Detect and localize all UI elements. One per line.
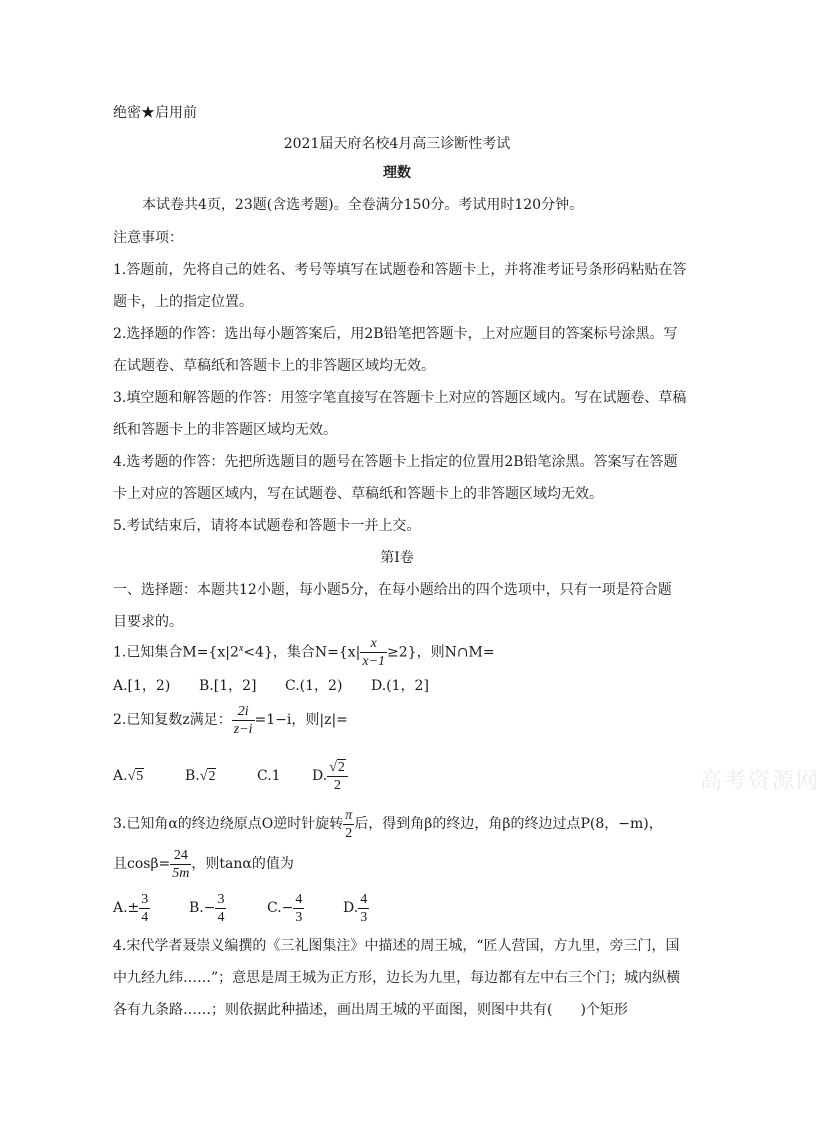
q3-fraction-denominator: 2 [345, 825, 353, 841]
q3-option-c-fraction [293, 891, 304, 926]
q1-exponent: x [238, 643, 244, 654]
q3-option-d-label: D. [343, 900, 359, 916]
q3-fraction-numerator: π [345, 807, 353, 823]
q3-option-c [267, 888, 343, 928]
q2-option-d-label: D. [312, 768, 328, 784]
q2-suffix: =1−i，则|z|= [254, 712, 348, 728]
q3-option-b-denominator: 4 [217, 909, 225, 925]
subject-title: 理数 [383, 165, 411, 181]
note-1-line-2: 题卡，上的指定位置。 [113, 294, 253, 310]
q1-option-d: D.(1，2] [371, 678, 429, 694]
notes-heading: 注意事项： [113, 230, 183, 246]
exam-title: 2021届天府名校4月高三诊断性考试 [283, 136, 511, 152]
q1-options [113, 677, 429, 695]
question-1 [113, 631, 495, 671]
watermark: 高考资源网 [700, 769, 820, 794]
q3-option-c-label: C.− [267, 900, 294, 916]
sqrt-icon: √2 [199, 769, 216, 784]
q3-option-a-denominator: 4 [141, 909, 149, 925]
section-heading-line-1: 一、选择题：本题共12小题，每小题5分，在每小题给出的四个选项中，只有一项是符合题 [113, 582, 672, 598]
question-4-line-1: 4.宋代学者聂崇义编撰的《三礼图集注》中描述的周王城，“匠人营国，方九里，旁三门，国 [113, 938, 680, 954]
q3-option-d-fraction [358, 891, 369, 926]
question-4-line-3: 各有九条路……；则依据此种描述，画出周王城的平面图，则图中共有( )个矩形 [113, 1002, 628, 1018]
q1-fraction [360, 635, 387, 670]
note-4-line-2: 卡上对应的答题区域内，写在试题卷、草稿纸和答题卡上的非答题区域均无效。 [113, 486, 603, 502]
note-3-line-1: 3.填空题和解答题的作答：用签字笔直接写在答题卡上对应的答题区域内。写在试题卷、草稿 [113, 390, 687, 406]
q2-option-d-denominator: 2 [334, 777, 342, 793]
q3-option-b-label: B.− [189, 900, 216, 916]
note-1-line-1: 1.答题前，先将自己的姓名、考号等填写在试题卷和答题卡上，并将准考证号条形码粘贴在答 [113, 262, 687, 278]
q2-option-a [113, 756, 185, 797]
q3-option-b [189, 888, 267, 928]
q2-options [113, 756, 348, 797]
q3-cos-numerator: 24 [170, 847, 191, 865]
question-3-line-2 [113, 846, 294, 882]
q3-option-a [113, 888, 189, 928]
q3-fraction [343, 807, 354, 842]
q2-option-b [185, 756, 257, 797]
section-heading-line-2: 目要求的。 [113, 614, 183, 630]
question-4-line-2: 中九经九纬……”；意思是周王城为正方形，边长为九里，每边都有左中右三个门；城内纵横 [113, 970, 681, 986]
q3-option-a-fraction [139, 891, 150, 926]
question-2 [113, 702, 348, 738]
q2-option-c: C.1 [257, 768, 281, 784]
q2-option-b-radicand: 2 [208, 769, 216, 784]
q3-line-2-suffix: ，则tanα的值为 [191, 856, 294, 872]
q3-cos-fraction [170, 847, 191, 882]
note-2-line-2: 在试题卷、草稿纸和答题卡上的非答题区域均无效。 [113, 358, 435, 374]
q3-option-d-denominator: 3 [360, 909, 368, 925]
q3-option-d [343, 888, 369, 928]
q3-option-c-denominator: 3 [295, 909, 303, 925]
q3-option-d-numerator: 4 [360, 891, 368, 907]
q1-middle: <4}，集合N={x| [243, 644, 361, 661]
q2-fraction [232, 703, 255, 738]
q2-fraction-denominator: z−i [233, 721, 253, 737]
note-2-line-1: 2.选择题的作答：选出每小题答案后，用2B铅笔把答题卡，上对应题目的答案标号涂黑。写 [113, 326, 678, 342]
q2-option-b-label: B. [185, 768, 200, 784]
q1-suffix: ≥2}，则N∩M= [387, 644, 495, 661]
q3-options [113, 888, 369, 928]
q2-option-a-radicand: 5 [136, 769, 144, 784]
q3-option-c-numerator: 4 [295, 891, 303, 907]
secret-label: 绝密★启用前 [113, 105, 197, 121]
q1-option-a: A.[1，2) [113, 678, 171, 694]
q3-option-a-label: A.± [113, 900, 140, 916]
sqrt-icon: √2 [329, 759, 345, 775]
note-4-line-1: 4.选考题的作答：先把所选题目的题号在答题卡上指定的位置用2B铅笔涂黑。答案写在答题 [113, 454, 678, 470]
q1-fraction-denominator: x−1 [362, 654, 386, 670]
q2-option-a-label: A. [113, 768, 128, 784]
q2-fraction-numerator: 2i [232, 703, 255, 721]
note-5: 5.考试结束后，请将本试题卷和答题卡一并上交。 [113, 518, 421, 534]
q3-option-b-numerator: 3 [217, 891, 225, 907]
q2-option-d [312, 756, 348, 796]
q1-option-b: B.[1，2] [199, 678, 257, 694]
question-3-line-1 [113, 806, 663, 842]
q3-option-b-fraction [215, 891, 226, 926]
q2-option-d-fraction [327, 759, 348, 794]
q3-option-a-numerator: 3 [141, 891, 149, 907]
q2-option-d-numerator [327, 759, 348, 777]
q1-prefix: 1.已知集合M={x|2 [113, 644, 239, 661]
sqrt-icon: √5 [127, 769, 144, 784]
exam-intro: 本试卷共4页，23题(含选考题)。全卷满分150分。考试用时120分钟。 [142, 197, 584, 213]
q2-option-d-radicand: 2 [337, 759, 345, 775]
q1-fraction-numerator: x [360, 635, 387, 653]
q3-line-2-prefix: 且cosβ= [113, 856, 171, 872]
q2-prefix: 2.已知复数z满足： [113, 712, 232, 728]
q3-cos-denominator: 5m [172, 865, 190, 881]
part-title: 第I卷 [380, 550, 414, 566]
q1-option-c: C.(1，2) [285, 678, 343, 694]
q3-prefix: 3.已知角α的终边绕原点O逆时针旋转 [113, 816, 344, 832]
note-3-line-2: 纸和答题卡上的非答题区域均无效。 [113, 422, 337, 438]
q3-suffix: 后，得到角β的终边，角β的终边过点P(8，−m)， [354, 816, 663, 832]
